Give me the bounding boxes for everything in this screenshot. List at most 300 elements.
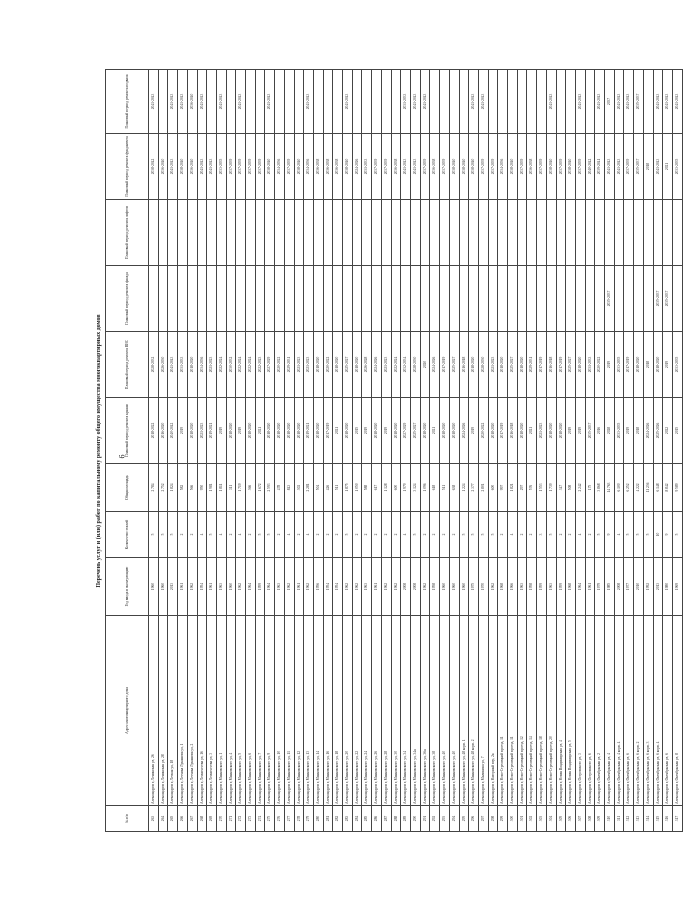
table-cell [294, 200, 304, 266]
table-cell: 1 096 [420, 464, 430, 512]
table-cell: 1960 [226, 558, 236, 616]
address-cell: Александров г, Маяковского ул, 36а [420, 616, 430, 806]
address-cell: Александров г, Ново-Стрелецкий проезд, 11 [508, 616, 518, 806]
table-cell [158, 200, 168, 266]
table-cell: 4 [236, 512, 246, 558]
table-cell [149, 266, 159, 332]
table-cell: 2021 [663, 134, 673, 200]
table-cell: 2041-2043 [605, 134, 615, 200]
table-cell: 5 [672, 512, 682, 558]
table-cell: 271 [226, 806, 236, 832]
table-cell: 265 [168, 806, 178, 832]
table-cell [246, 200, 256, 266]
table-cell [391, 266, 401, 332]
table-row [449, 70, 459, 832]
table-row [178, 70, 188, 832]
address-cell: Александров г, Маяковского ул, 11 [284, 616, 294, 806]
table-cell [498, 266, 508, 332]
table-cell: 2019 [362, 398, 372, 464]
table-cell: 1962 [187, 558, 197, 616]
table-cell [575, 266, 585, 332]
table-cell: 2033-2035 [216, 134, 226, 200]
table-cell: 8 842 [663, 464, 673, 512]
table-cell: 2033-2035 [672, 134, 682, 200]
table-cell: 2036-2040 [158, 134, 168, 200]
table-cell [275, 70, 285, 134]
table-cell [352, 266, 362, 332]
table-cell [575, 200, 585, 266]
table-cell: 1 981 [207, 464, 217, 512]
table-cell: 2022-2024 [216, 332, 226, 398]
table-cell [440, 200, 450, 266]
table-cell: 950 [197, 464, 207, 512]
table-cell: 1954 [197, 558, 207, 616]
table-cell [614, 200, 624, 266]
table-cell [556, 70, 566, 134]
table-cell [566, 70, 576, 134]
table-cell [226, 200, 236, 266]
rotated-page-content [93, 70, 679, 832]
table-cell: 2015 [352, 398, 362, 464]
table-cell: 4 [575, 512, 585, 558]
table-cell: 2041-2043 [197, 70, 207, 134]
table-cell: 2018-2020 [265, 398, 275, 464]
table-row [265, 70, 275, 832]
address-cell: Александров г, Ленинская ул, 28 [158, 616, 168, 806]
table-cell [207, 200, 217, 266]
table-cell: 2 [313, 512, 323, 558]
table-row [605, 70, 615, 832]
table-cell: 1962 [284, 558, 294, 616]
table-cell: 843 [284, 464, 294, 512]
table-cell [624, 200, 634, 266]
table-cell [488, 266, 498, 332]
table-cell [333, 266, 343, 332]
table-cell [207, 70, 217, 134]
table-cell [401, 200, 411, 266]
table-cell [566, 200, 576, 266]
table-cell [246, 266, 256, 332]
table-cell: 2021-2023 [304, 332, 314, 398]
table-cell: 2013 [653, 558, 663, 616]
table-cell [410, 200, 420, 266]
table-row [672, 70, 682, 832]
table-cell: 2028-2030 [478, 332, 488, 398]
table-cell: 2038-2040 [294, 134, 304, 200]
table-cell: 292 [430, 806, 440, 832]
table-cell [284, 266, 294, 332]
table-cell: 311 [614, 806, 624, 832]
table-cell [585, 266, 595, 332]
table-row [187, 70, 197, 832]
table-cell: 2020 [420, 332, 430, 398]
table-cell: 1963 [517, 558, 527, 616]
table-cell: 1954 [323, 558, 333, 616]
table-cell: 2038-2040 [566, 134, 576, 200]
table-header-row [106, 70, 149, 832]
table-cell: 2021-2023 [294, 332, 304, 398]
table-cell [508, 70, 518, 134]
table-cell: 2041-2043 [653, 70, 663, 134]
table-cell: 2 [187, 512, 197, 558]
table-cell: 2024-2026 [643, 398, 653, 464]
table-row [275, 70, 285, 832]
table-cell [372, 70, 382, 134]
table-cell: 566 [187, 464, 197, 512]
table-cell [246, 70, 256, 134]
table-cell: 263 [149, 806, 159, 832]
table-row [313, 70, 323, 832]
column-header: Количество этажей [106, 512, 149, 558]
address-cell: Александров г, Маяковского ул, 1 [216, 616, 226, 806]
table-cell: 1 672 [255, 464, 265, 512]
table-cell: 2035-2037 [634, 134, 644, 200]
table-cell: 2031-2033 [401, 70, 411, 134]
table-cell: 2033-2035 [614, 398, 624, 464]
table-cell [343, 266, 353, 332]
table-cell [275, 266, 285, 332]
table-cell: 2 [246, 512, 256, 558]
table-cell: 1 719 [236, 464, 246, 512]
table-cell: 1964 [575, 558, 585, 616]
table-cell [187, 266, 197, 332]
table-cell: 2022-2024 [391, 332, 401, 398]
address-cell: Александров г, Ново-Стрелецкий проезд, 12 [517, 616, 527, 806]
table-cell: 1 821 [508, 464, 518, 512]
table-cell: 2033-2035 [672, 332, 682, 398]
table-cell: 2018-2020 [488, 398, 498, 464]
table-cell: 1 050 [352, 464, 362, 512]
table-cell: 277 [284, 806, 294, 832]
table-cell [275, 200, 285, 266]
address-cell: Александров г, Маяковского ул, 48 корп. 1 [459, 616, 469, 806]
table-row [158, 70, 168, 832]
address-cell: Александров г, Летчика Лукашова ул, 2 [187, 616, 197, 806]
table-cell: 287 [381, 806, 391, 832]
table-cell: 1963 [275, 558, 285, 616]
table-cell: 2041-2043 [149, 70, 159, 134]
table-row [614, 70, 624, 832]
table-cell: 316 [663, 806, 673, 832]
table-cell: 2016-2018 [508, 398, 518, 464]
table-cell: 2038-2040 [459, 134, 469, 200]
table-row [381, 70, 391, 832]
table-cell: 2027-2029 [265, 332, 275, 398]
table-cell [488, 70, 498, 134]
address-cell: Александров г, Октябрьская ул, 6 корп. 4 [653, 616, 663, 806]
table-cell: 315 [653, 806, 663, 832]
table-cell: 269 [207, 806, 217, 832]
table-cell: 2041-2043 [207, 134, 217, 200]
table-cell: 2036-2038 [527, 134, 537, 200]
table-cell: 272 [236, 806, 246, 832]
table-cell [381, 200, 391, 266]
table-cell: 1958 [430, 558, 440, 616]
table-cell: 2 [391, 512, 401, 558]
table-cell: 2019 [236, 398, 246, 464]
table-cell: 307 [575, 806, 585, 832]
table-cell: 2041-2043 [304, 70, 314, 134]
address-cell: Александров г, Маяковского ул, 34 [401, 616, 411, 806]
table-cell: 2013 [168, 558, 178, 616]
table-cell: 1956 [313, 558, 323, 616]
table-cell: 295 [459, 806, 469, 832]
table-cell: 2016 [595, 398, 605, 464]
table-cell: 2024-2026 [430, 332, 440, 398]
table-cell: 2018-2020 [284, 398, 294, 464]
table-cell: 2021 [333, 398, 343, 464]
table-cell [459, 200, 469, 266]
table-cell [323, 70, 333, 134]
table-cell [178, 200, 188, 266]
address-cell: Александров г, Новая Владимирская ул, 5 [566, 616, 576, 806]
table-cell [197, 200, 207, 266]
table-cell: 2020-2022 [595, 332, 605, 398]
table-cell: 304 [546, 806, 556, 832]
table-cell: 286 [372, 806, 382, 832]
table-cell: 2036-2038 [313, 134, 323, 200]
table-cell: 1968 [566, 558, 576, 616]
table-cell: 504 [313, 464, 323, 512]
table-cell [498, 70, 508, 134]
table-cell: 2 [275, 512, 285, 558]
table-cell [401, 266, 411, 332]
table-row [624, 70, 634, 832]
table-cell: 2 752 [158, 464, 168, 512]
address-cell: Александров г, Нагорный пер, 2а [488, 616, 498, 806]
table-cell: 1962 [352, 558, 362, 616]
address-cell: Александров г, Октябрьская ул, 4 [605, 616, 615, 806]
table-row [168, 70, 178, 832]
table-cell: 2038-2040 [178, 134, 188, 200]
table-cell: 2018-2020 [352, 332, 362, 398]
table-cell: 2037-2039 [420, 134, 430, 200]
table-cell: 1959 [255, 558, 265, 616]
table-row [246, 70, 256, 832]
table-cell: 1977 [624, 558, 634, 616]
table-cell [430, 200, 440, 266]
table-cell: 2018-2022 [149, 398, 159, 464]
table-cell: 282 [333, 806, 343, 832]
table-row [401, 70, 411, 832]
table-cell: 2 377 [469, 464, 479, 512]
table-cell: 2041-2043 [546, 70, 556, 134]
table-cell: 2041-2043 [672, 70, 682, 134]
table-cell: 317 [672, 806, 682, 832]
table-cell [498, 200, 508, 266]
table-cell [566, 266, 576, 332]
table-row [323, 70, 333, 832]
table-cell: 2040-2042 [585, 134, 595, 200]
address-cell: Александров г, Маяковского ул, 5 [236, 616, 246, 806]
column-header: Плановый период ремонта ВИС [106, 332, 149, 398]
table-row [498, 70, 508, 832]
address-cell: Александров г, Маяковского ул, 38 [430, 616, 440, 806]
table-cell: 1961 [585, 558, 595, 616]
table-cell: 2036-2038 [391, 134, 401, 200]
table-cell: 2 [362, 512, 372, 558]
table-cell: 478 [275, 464, 285, 512]
table-cell: 1975 [469, 558, 479, 616]
table-cell: 2041-2043 [401, 134, 411, 200]
table-cell: 2041-2043 [197, 134, 207, 200]
address-cell: Александров г, Октябрьская ул, 6 корп. 3 [643, 616, 653, 806]
table-cell [643, 200, 653, 266]
table-cell: 2036-2038 [333, 134, 343, 200]
table-cell: 5 [343, 512, 353, 558]
address-cell: Александров г, Маяковского ул, 16 [323, 616, 333, 806]
table-cell: 2018-2020 [391, 398, 401, 464]
table-cell: 2037-2039 [226, 134, 236, 200]
table-cell: 14 763 [605, 464, 615, 512]
table-cell [517, 70, 527, 134]
table-cell: 2017-2019 [323, 398, 333, 464]
table-cell: 5 [149, 512, 159, 558]
table-row [226, 70, 236, 832]
table-cell: 1 553 [537, 464, 547, 512]
table-cell: 2036-2040 [187, 70, 197, 134]
table-cell: 2041-2043 [168, 134, 178, 200]
table-cell: 2037 [605, 70, 615, 134]
address-cell: Александров г, Маяковского ул, 10 [275, 616, 285, 806]
table-cell [672, 200, 682, 266]
table-cell: 617 [372, 464, 382, 512]
table-cell: 302 [294, 464, 304, 512]
table-cell: 1960 [158, 558, 168, 616]
table-cell [323, 200, 333, 266]
table-cell [372, 266, 382, 332]
table-cell: 2025-2027 [410, 398, 420, 464]
table-row [391, 70, 401, 832]
table-row [236, 70, 246, 832]
table-cell: 5 [410, 512, 420, 558]
table-cell: 2018-2020 [313, 332, 323, 398]
table-cell: 2035-2037 [585, 398, 595, 464]
table-cell: 4 [401, 512, 411, 558]
table-cell: 299 [498, 806, 508, 832]
table-cell: 2041-2043 [653, 134, 663, 200]
address-cell: Александров г, Островского ул, 3 [575, 616, 585, 806]
table-cell: 2018-2020 [469, 332, 479, 398]
table-cell: 2035-2037 [605, 266, 615, 332]
table-cell: 1962 [391, 558, 401, 616]
table-cell: 2 [381, 512, 391, 558]
table-row [643, 70, 653, 832]
table-cell: 297 [478, 806, 488, 832]
table-cell: 2033-2035 [614, 332, 624, 398]
table-cell: 301 [517, 806, 527, 832]
table-cell: 2020-2022 [323, 332, 333, 398]
table-cell: 6 252 [624, 464, 634, 512]
table-cell: 2041-2043 [663, 70, 673, 134]
table-cell: 2 [566, 512, 576, 558]
table-cell: 511 [440, 464, 450, 512]
table-cell [352, 70, 362, 134]
table-cell [663, 200, 673, 266]
address-cell: Александров г, Островского ул, 6 [585, 616, 595, 806]
table-cell: 285 [362, 806, 372, 832]
table-cell: 2036-2040 [187, 134, 197, 200]
table-cell: 2031-2033 [362, 134, 372, 200]
table-cell [478, 266, 488, 332]
table-cell: 2041-2043 [410, 134, 420, 200]
table-row [410, 70, 420, 832]
table-cell: 997 [498, 464, 508, 512]
table-cell [187, 200, 197, 266]
table-cell: 1 979 [401, 464, 411, 512]
table-cell: 1964 [246, 558, 256, 616]
table-cell: 2 [527, 512, 537, 558]
table-cell [488, 200, 498, 266]
table-cell: 2021-2023 [488, 332, 498, 398]
table-cell: 175 [585, 464, 595, 512]
table-cell: 2 593 [265, 464, 275, 512]
table-cell: 1962 [343, 558, 353, 616]
table-cell [653, 200, 663, 266]
table-cell [459, 70, 469, 134]
table-cell: 1961 [207, 558, 217, 616]
table-cell: 1 824 [168, 464, 178, 512]
table-cell: 2017-2019 [498, 398, 508, 464]
table-cell: 4 [508, 512, 518, 558]
table-cell: 266 [178, 806, 188, 832]
table-cell [149, 200, 159, 266]
table-cell: 4 [304, 512, 314, 558]
table-cell: 4 [197, 512, 207, 558]
table-cell [284, 200, 294, 266]
table-cell: 2038-2040 [546, 134, 556, 200]
table-cell: 1969 [672, 558, 682, 616]
table-cell [294, 70, 304, 134]
table-cell: 2 [556, 512, 566, 558]
table-row [459, 70, 469, 832]
table-cell: 302 [527, 806, 537, 832]
table-cell [207, 266, 217, 332]
table-cell: 2024-2026 [352, 134, 362, 200]
table-cell: 283 [343, 806, 353, 832]
table-cell [556, 266, 566, 332]
address-cell: Александров г, Ленинская ул, 26 [149, 616, 159, 806]
table-cell: 2034-2036 [197, 332, 207, 398]
table-cell: 312 [624, 806, 634, 832]
address-cell: Александров г, Маяковского ул, 9 [265, 616, 275, 806]
table-cell: 2008 [410, 558, 420, 616]
table-cell: 281 [323, 806, 333, 832]
table-cell: 582 [178, 464, 188, 512]
table-cell: 274 [255, 806, 265, 832]
address-cell: Александров г, Маяковского ул, 6 [246, 616, 256, 806]
table-cell: 1966 [508, 558, 518, 616]
table-cell: 1954 [333, 558, 343, 616]
table-cell: 1961 [178, 558, 188, 616]
address-cell: Александров г, Новая Владимирская ул, 4 [556, 616, 566, 806]
table-cell: 2 801 [478, 464, 488, 512]
table-cell [634, 266, 644, 332]
table-cell: 2041-2043 [614, 70, 624, 134]
table-cell [420, 200, 430, 266]
table-cell: 10 [653, 512, 663, 558]
table-row [517, 70, 527, 832]
table-cell: 278 [294, 806, 304, 832]
address-cell: Александров г, Ново-Стрелецкий проезд, 11 [498, 616, 508, 806]
table-cell: 1962 [488, 558, 498, 616]
table-cell: 2019 [216, 398, 226, 464]
table-cell [333, 70, 343, 134]
table-cell: 5 [459, 512, 469, 558]
table-cell: 2016-2018 [459, 332, 469, 398]
table-cell: 2018 [634, 398, 644, 464]
table-cell [449, 266, 459, 332]
